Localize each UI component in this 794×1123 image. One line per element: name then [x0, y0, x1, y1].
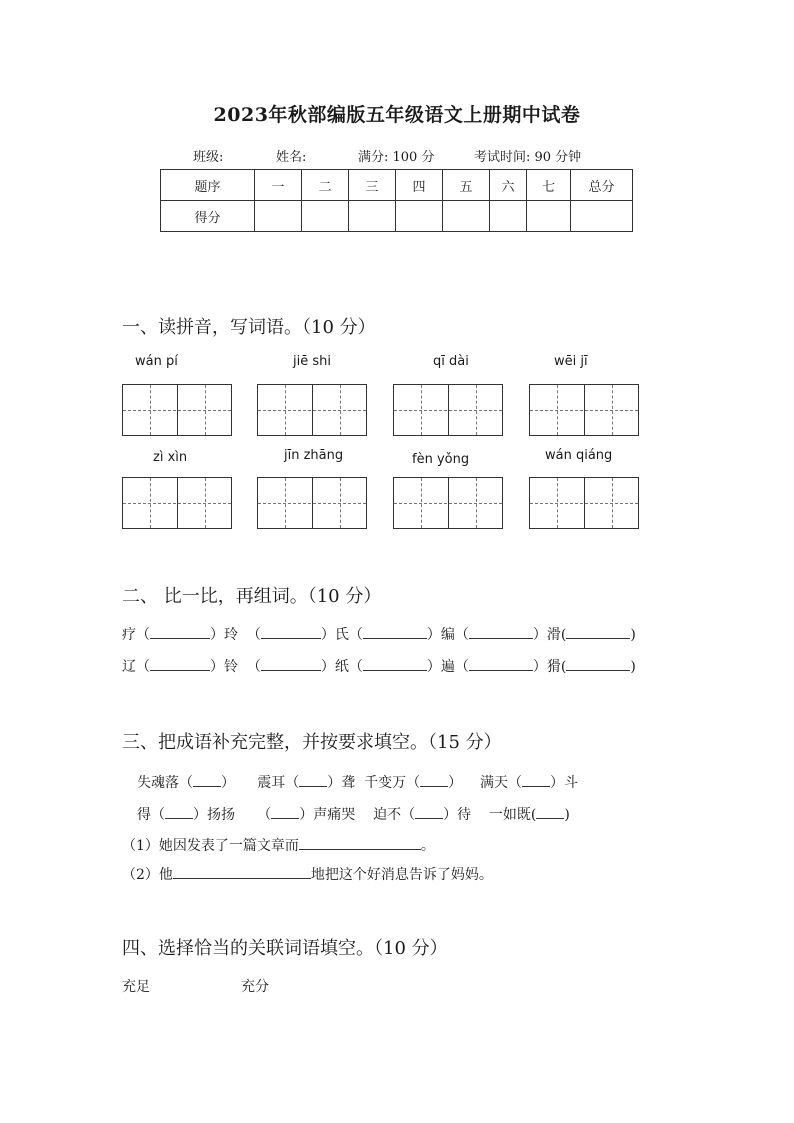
writing-grid-box[interactable]	[257, 477, 367, 529]
idiom-text: ）斗	[549, 775, 578, 791]
full-score: 满分: 100 分	[358, 150, 435, 165]
idiom-text: 震耳（	[257, 775, 300, 791]
pinyin-label: wēi jī	[554, 354, 588, 369]
question-text: （2）他	[122, 867, 173, 883]
answer-blank[interactable]	[522, 773, 550, 787]
answer-blank[interactable]	[261, 657, 321, 671]
score-header-cell: 五	[443, 170, 490, 201]
score-input-cell[interactable]	[302, 201, 349, 232]
writing-grid-box[interactable]	[257, 384, 367, 436]
writing-grid-box[interactable]	[122, 384, 232, 436]
compare-char: 铃	[224, 659, 238, 675]
score-row-label: 得分	[161, 201, 255, 232]
score-header-cell: 六	[490, 170, 527, 201]
question-text: 地把这个好消息告诉了妈妈。	[310, 867, 493, 883]
score-table	[160, 169, 633, 232]
compare-char: 滑	[546, 627, 561, 643]
score-input-cell[interactable]	[443, 201, 490, 232]
answer-blank[interactable]	[271, 805, 299, 819]
score-header-cell: 题序	[161, 170, 255, 201]
pinyin-label: zì xìn	[153, 450, 188, 465]
compare-row-1: 疗（ ）玲 （ ）氏（ ）编（ ）滑( )	[122, 627, 636, 643]
page-title: 2023年秋部编版五年级语文上册期中试卷	[213, 104, 581, 126]
idiom-text: 迫不（	[373, 807, 416, 823]
idiom-text: ）声痛哭	[299, 807, 356, 823]
answer-blank[interactable]	[566, 625, 630, 639]
exam-time: 考试时间: 90 分钟	[474, 150, 582, 165]
answer-blank[interactable]	[193, 773, 221, 787]
score-header-cell: 四	[396, 170, 443, 201]
answer-blank[interactable]	[150, 657, 210, 671]
answer-blank[interactable]	[566, 657, 630, 671]
idiom-text: 满天（	[479, 775, 522, 791]
score-input-cell[interactable]	[527, 201, 571, 232]
writing-grid-box[interactable]	[393, 477, 503, 529]
compare-char: 纸	[334, 659, 349, 675]
idiom-text: 一如既(	[488, 807, 537, 823]
answer-blank[interactable]	[363, 657, 427, 671]
score-header-cell: 二	[302, 170, 349, 201]
writing-grid-box[interactable]	[529, 384, 639, 436]
idiom-text: ）待	[443, 807, 472, 823]
compare-char: 遍	[440, 659, 455, 675]
score-input-cell[interactable]	[490, 201, 527, 232]
score-header-cell: 七	[527, 170, 571, 201]
compare-char: 氏	[334, 627, 349, 643]
answer-blank[interactable]	[469, 657, 533, 671]
score-input-cell[interactable]	[396, 201, 443, 232]
idiom-text: )	[564, 807, 570, 823]
writing-grid-box[interactable]	[393, 384, 503, 436]
compare-char: 编	[440, 627, 455, 643]
answer-blank[interactable]	[173, 865, 311, 879]
answer-blank[interactable]	[415, 805, 443, 819]
score-input-cell[interactable]	[349, 201, 396, 232]
pinyin-label: wán qiáng	[545, 448, 613, 463]
pinyin-label: jiē shi	[293, 354, 331, 369]
pinyin-label: qī dài	[433, 354, 469, 369]
score-input-cell[interactable]	[255, 201, 302, 232]
idiom-line-2	[137, 804, 570, 824]
section2-title: 二、 比一比，再组词。（10 分）	[122, 586, 382, 607]
answer-blank[interactable]	[420, 773, 448, 787]
writing-grid-box[interactable]	[529, 477, 639, 529]
section3-title: 三、把成语补充完整，并按要求填空。（15 分）	[122, 732, 502, 753]
fill-question-2	[122, 864, 493, 884]
compare-char: 辽	[122, 659, 136, 675]
score-header-cell: 一	[255, 170, 302, 201]
score-input-cell[interactable]	[571, 201, 633, 232]
word-option: 充足	[122, 979, 150, 995]
pinyin-label: fèn yǒng	[412, 452, 470, 467]
score-header-cell: 总分	[571, 170, 633, 201]
idiom-text: 千变万（	[364, 775, 421, 791]
answer-blank[interactable]	[299, 836, 421, 850]
compare-char: 玲	[224, 627, 238, 643]
name-label: 姓名:	[276, 150, 307, 165]
pinyin-label: jīn zhāng	[284, 448, 344, 463]
idiom-text: 失魂落（	[137, 775, 193, 791]
idiom-text: 得（	[137, 807, 165, 823]
section1-title: 一、读拼音，写词语。（10 分）	[122, 317, 376, 338]
fill-question-1	[122, 835, 435, 855]
answer-blank[interactable]	[261, 625, 321, 639]
idiom-text: ）聋	[327, 775, 356, 791]
writing-grid-box[interactable]	[122, 477, 232, 529]
answer-blank[interactable]	[469, 625, 533, 639]
idiom-line-1	[137, 772, 578, 792]
answer-blank[interactable]	[150, 625, 210, 639]
idiom-text: ）	[448, 775, 463, 791]
answer-blank[interactable]	[299, 773, 327, 787]
section4-title: 四、选择恰当的关联词语填空。（10 分）	[122, 938, 448, 959]
answer-blank[interactable]	[363, 625, 427, 639]
idiom-text: ）扬扬	[193, 807, 235, 823]
question-text: 。	[420, 838, 435, 854]
idiom-text: （	[257, 807, 272, 823]
question-text: （1）她因发表了一篇文章而	[122, 838, 299, 854]
pinyin-label: wán pí	[135, 354, 178, 369]
answer-blank[interactable]	[165, 805, 193, 819]
score-header-cell: 三	[349, 170, 396, 201]
compare-char: 疗	[122, 627, 136, 643]
class-label: 班级:	[193, 150, 224, 165]
word-option: 充分	[241, 979, 269, 995]
compare-row-2: 辽（ ）铃 （ ）纸（ ）遍（ ）猾( )	[122, 659, 636, 675]
compare-char: 猾	[546, 659, 561, 675]
idiom-text: ）	[221, 775, 235, 791]
answer-blank[interactable]	[536, 805, 564, 819]
